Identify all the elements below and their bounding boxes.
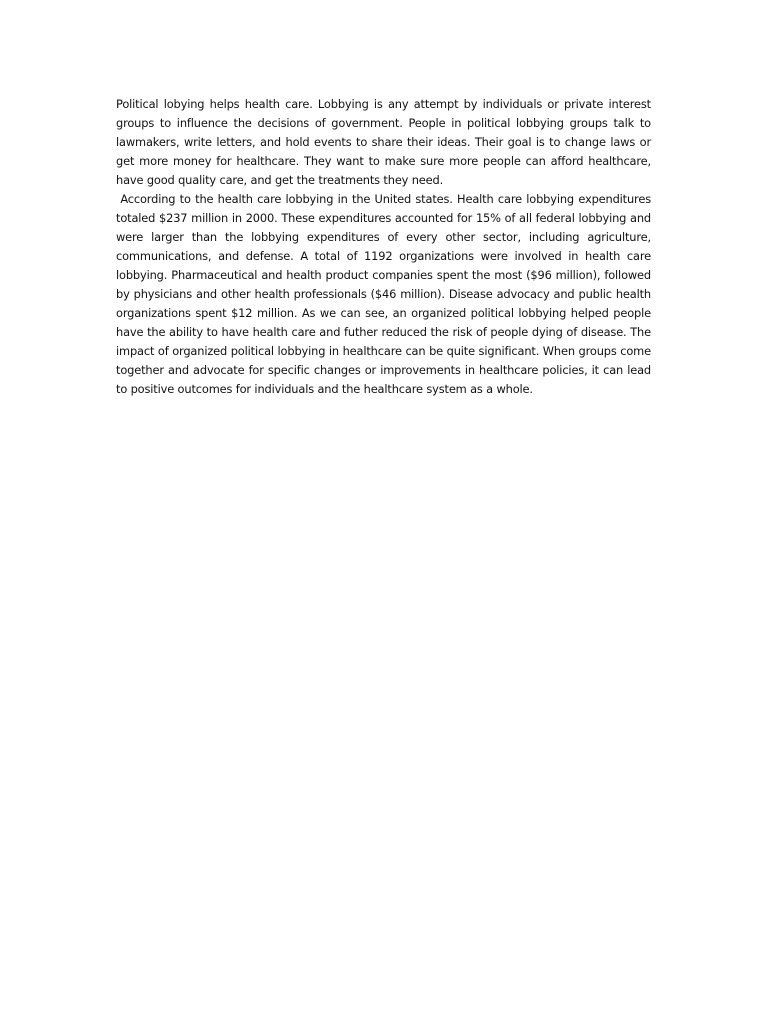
paragraph-1: Political lobying helps health care. Lobbying is any attempt by individuals or private interest groups to influence the decisions of government. People in political lobbying groups talk to lawmakers, write letters, and hold events to share their ideas. Their goal is to change laws or get more money for healthcare. They want to make sure more people can afford healthcare, have good quality care, and get the treatments they need. bbox=[116, 97, 651, 187]
paragraph-2: According to the health care lobbying in the United states. Health care lobbying expenditures totaled $237 million in 2000. These expenditures accounted for 15% of all federal lobbying and were larger than the lobbying expenditures of every other sector, including agriculture, communications, and defense. A total of 1192 organizations were involved in health care lobbying. Pharmaceutical and health product companies spent the most ($96 million), followed by physicians and other health professionals ($46 million). Disease advocacy and public health organizations spent $12 million. As we can see, an organized political lobbying helped people have the ability to have health care and futher reduced the risk of people dying of disease. The impact of organized political lobbying in healthcare can be quite significant. When groups come together and advocate for specific changes or improvements in healthcare policies, it can lead to positive outcomes for individuals and the healthcare system as a whole. bbox=[116, 192, 655, 396]
document-body bbox=[116, 95, 655, 399]
